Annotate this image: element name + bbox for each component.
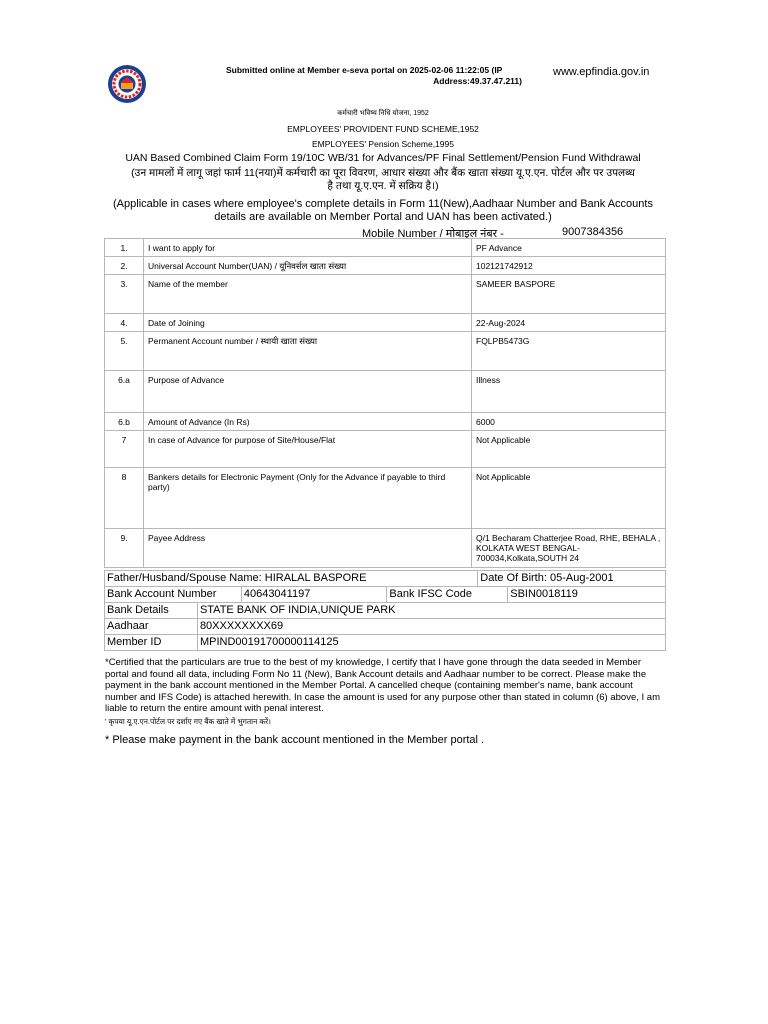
dob-cell	[478, 571, 666, 587]
table-row	[105, 332, 666, 371]
row-label: In case of Advance for purpose of Site/House/Flat	[144, 431, 472, 468]
scheme-title: EMPLOYEES' PROVIDENT FUND SCHEME,1952	[287, 124, 479, 134]
table-row	[105, 371, 666, 413]
row-label: Name of the member	[144, 275, 472, 314]
certification-hindi-text: ' कृपया यू.ए.एन.पोर्टल पर दर्शाए गए बैंक खाते में भुगतान करें।	[105, 717, 272, 726]
table-row	[105, 275, 666, 314]
table-row	[105, 571, 666, 587]
member-id-label: Member ID	[105, 635, 198, 651]
row-number: 3.	[105, 275, 144, 314]
member-bank-details-table	[104, 570, 666, 651]
row-label: Purpose of Advance	[144, 371, 472, 413]
row-value: FQLPB5473G	[472, 332, 666, 371]
row-value: Q/1 Becharam Chatterjee Road, RHE, BEHALA , KOLKATA WEST BENGAL-700034,Kolkata,SOUTH 24	[472, 529, 666, 568]
row-number: 6.a	[105, 371, 144, 413]
dob-value: 05-Aug-2001	[549, 572, 614, 584]
submission-line-2: Address:49.37.47.211)	[433, 76, 522, 86]
dob-label: Date Of Birth:	[480, 572, 547, 584]
payment-note: * Please make payment in the bank account mentioned in the Member portal .	[105, 734, 485, 746]
ifsc-value: SBIN0018119	[508, 587, 666, 603]
form-title: UAN Based Combined Claim Form 19/10C WB/31 for Advances/PF Final Settlement/Pension Fund Withdrawal	[125, 152, 641, 164]
certification-text: *Certified that the particulars are true to the best of my knowledge, I certify that I have gone through the data seeded in Member portal and found all data, including Form No 11 (New), Bank Account details and Aadhaar number to be correct. Please make the payment in the bank account mentioned in the Member Portal. A cancelled cheque (containing member's name, bank account number and IFS Code) is attached herewith. In case the amount is used for any purpose other than stated in column (6) above, I am liable to return the entire amount with penal interest.	[105, 657, 661, 714]
bank-details-value: STATE BANK OF INDIA,UNIQUE PARK	[197, 603, 665, 619]
applicability-note: (Applicable in cases where employee's complete details in Form 11(New),Aadhaar Number and Bank Accounts details are available on Member Portal and UAN has been activated.)	[113, 198, 653, 223]
row-value: Not Applicable	[472, 468, 666, 529]
row-value: 6000	[472, 413, 666, 431]
row-label: Universal Account Number(UAN) / यूनिवर्सल खाता संख्या	[144, 257, 472, 275]
table-row	[105, 431, 666, 468]
bank-details-label: Bank Details	[105, 603, 198, 619]
hindi-applicability-note: (उन मामलों में लागू जहां फार्म 11(नया)में कर्मचारी का पूरा विवरण, आधार संख्या और बैंक खाता संख्या यू.ए.एन. पोर्टल और पर उपलब्ध है तथा यू.ए.एन. में सक्रिय है।)	[131, 167, 635, 192]
table-row	[105, 257, 666, 275]
aadhaar-label: Aadhaar	[105, 619, 198, 635]
row-number: 8	[105, 468, 144, 529]
aadhaar-value: 80XXXXXXXX69	[197, 619, 665, 635]
father-name-cell	[105, 571, 478, 587]
row-number: 9.	[105, 529, 144, 568]
row-label: Permanent Account number / स्थायी खाता संख्या	[144, 332, 472, 371]
mobile-value: 9007384356	[562, 226, 624, 238]
epfo-logo	[107, 64, 147, 104]
submission-line-1: Submitted online at Member e-seva portal on 2025-02-06 11:22:05 (IP	[226, 65, 503, 75]
table-row	[105, 314, 666, 332]
row-number: 7	[105, 431, 144, 468]
row-value: Illness	[472, 371, 666, 413]
row-label: Payee Address	[144, 529, 472, 568]
row-number: 5.	[105, 332, 144, 371]
row-label: Amount of Advance (In Rs)	[144, 413, 472, 431]
bank-account-label: Bank Account Number	[105, 587, 242, 603]
hindi-scheme-title: कर्मचारी भविष्य निधि योजना, 1952	[337, 110, 429, 117]
table-row	[105, 468, 666, 529]
claim-details-table	[104, 238, 666, 568]
row-number: 4.	[105, 314, 144, 332]
bank-account-value: 40643041197	[241, 587, 387, 603]
row-value: SAMEER BASPORE	[472, 275, 666, 314]
row-value: 102121742912	[472, 257, 666, 275]
pension-scheme-title: EMPLOYEES' Pension Scheme,1995	[312, 139, 454, 149]
row-number: 1.	[105, 239, 144, 257]
table-row	[105, 587, 666, 603]
table-row	[105, 619, 666, 635]
row-label: I want to apply for	[144, 239, 472, 257]
ifsc-label: Bank IFSC Code	[387, 587, 508, 603]
website-link[interactable]: www.epfindia.gov.in	[553, 66, 650, 78]
row-value: PF Advance	[472, 239, 666, 257]
table-row	[105, 413, 666, 431]
row-number: 6.b	[105, 413, 144, 431]
member-id-value: MPIND00191700000114125	[197, 635, 665, 651]
row-value: 22-Aug-2024	[472, 314, 666, 332]
row-label: Date of Joining	[144, 314, 472, 332]
table-row	[105, 603, 666, 619]
father-name-value: HIRALAL BASPORE	[264, 572, 367, 584]
table-row	[105, 529, 666, 568]
father-name-label: Father/Husband/Spouse Name:	[107, 572, 262, 584]
table-row	[105, 239, 666, 257]
row-value: Not Applicable	[472, 431, 666, 468]
table-row	[105, 635, 666, 651]
mobile-label: Mobile Number / मोबाइल नंबर -	[362, 228, 504, 240]
submission-info	[226, 65, 536, 87]
row-number: 2.	[105, 257, 144, 275]
row-label: Bankers details for Electronic Payment (Only for the Advance if payable to third party)	[144, 468, 472, 529]
